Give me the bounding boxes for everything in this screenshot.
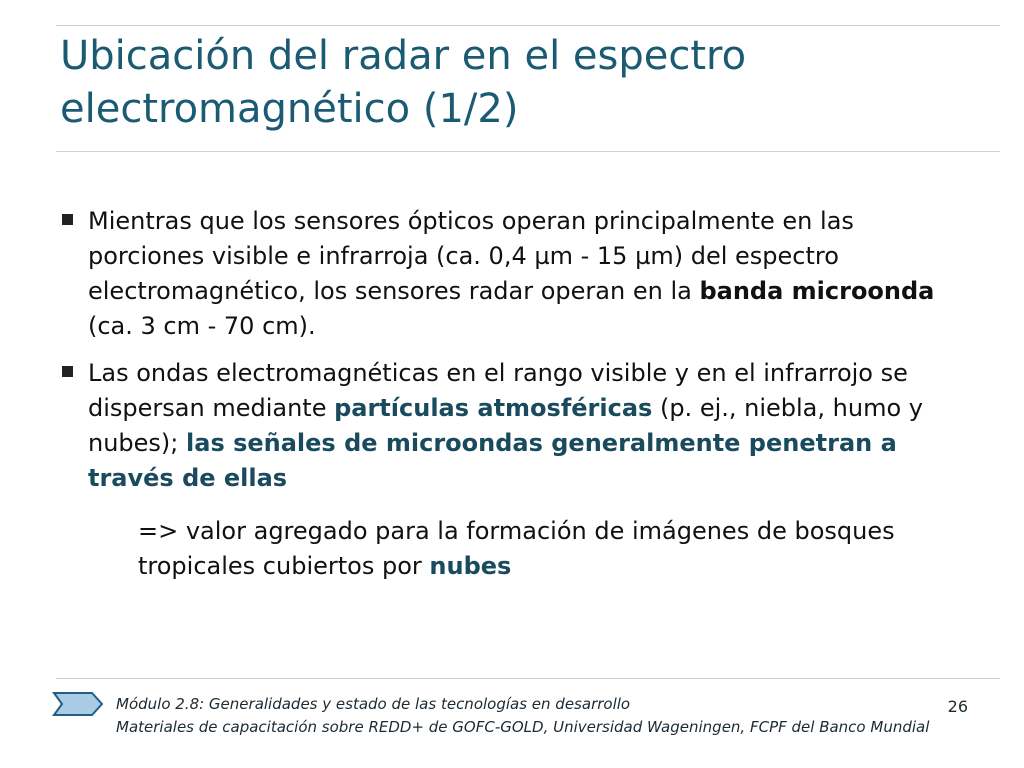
square-bullet-icon [62, 366, 73, 377]
bullet-1-text-a: Mientras que los sensores ópticos operan principalmente en las porciones visible e infrarroja (ca. 0,4 µm - 15 µm) del espectro electromagnético, los sensores radar operan en la [88, 207, 854, 305]
chevron-right-icon [52, 691, 104, 717]
bullet-item-1 [60, 204, 960, 344]
bullet-1-bold-microwave: banda microonda [699, 277, 935, 305]
bullet-2-text-b: (p. ej., niebla, humo y nubes); [88, 394, 923, 457]
bullet-2-text-a: Las ondas electromagnéticas en el rango visible y en el infrarrojo se dispersan mediante [88, 359, 908, 422]
bullet-1-text-b: (ca. 3 cm - 70 cm). [88, 312, 316, 340]
slide-content [60, 204, 960, 584]
top-rule [56, 25, 1000, 26]
title-rule [56, 151, 1000, 152]
slide-title: Ubicación del radar en el espectro electromagnético (1/2) [60, 33, 747, 132]
bullet-2-bold-particles: partículas atmosféricas [334, 394, 653, 422]
added-value-note [138, 514, 960, 584]
bullet-2-bold-penetrate: las señales de microondas generalmente penetran a través de ellas [88, 429, 897, 492]
square-bullet-icon [62, 214, 73, 225]
footer-rule [56, 678, 1000, 679]
note-text: => valor agregado para la formación de imágenes de bosques tropicales cubiertos por [138, 517, 895, 580]
footer-module-text: Módulo 2.8: Generalidades y estado de las tecnologías en desarrollo [116, 695, 631, 713]
page-number: 26 [947, 697, 968, 716]
footer-materials-text: Materiales de capacitación sobre REDD+ de GOFC-GOLD, Universidad Wageningen, FCPF del Banco Mundial [116, 718, 930, 736]
note-bold-clouds: nubes [429, 552, 512, 580]
bullet-item-2 [60, 356, 960, 496]
